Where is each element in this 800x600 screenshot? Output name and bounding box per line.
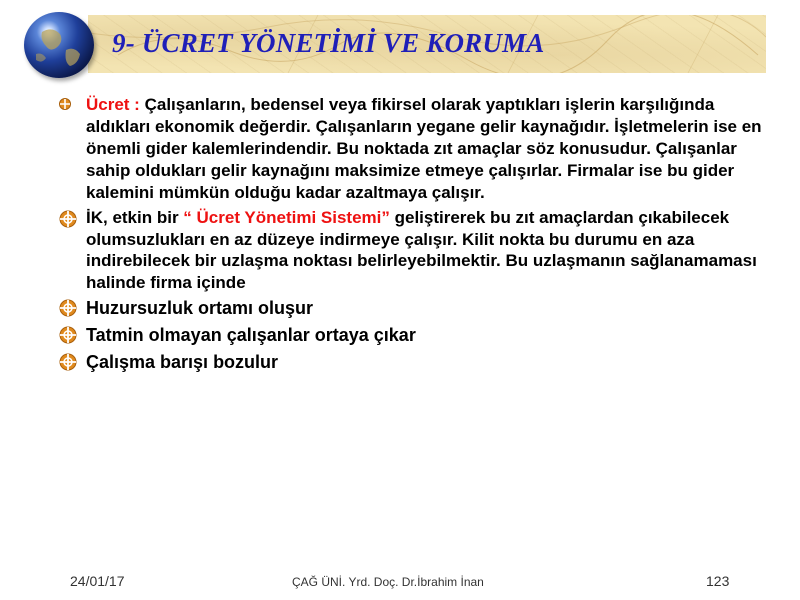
bullet-text: Çalışanların, bedensel veya fikirsel olarak yaptıkları işlerin karşılığında aldıkları ekonomik değerdir. Çalışanların yegane gelir kaynağıdır. İşletmelerin ise en önemli gider kalemlerindendir. Bu noktada zıt amaçlar söz konusudur. Çalışanlar sahip oldukları gelir kaynağını maksimize etmeye çalışırlar. Firmalar ise bu gider kalemini mümkün olduğu kadar azaltmaya çalışır. (86, 95, 762, 202)
term-label: Ücret : (86, 95, 140, 114)
slide-content (55, 94, 765, 374)
bullet-text-end: geliştirerek bu zıt amaçlardan çıkabilecek olumsuzlukları en az düzeye indirmeye çalışır. Kilit nokta bu durumu en aza indirebilecek bir uzlaşma noktası belirleyebilmektir. Bu uzlaşmanın sağlanamaması halinde firma içinde (86, 208, 757, 292)
bullet-item (55, 207, 765, 293)
crosshair-bullet-icon (58, 97, 72, 111)
crosshair-bullet-icon (58, 325, 78, 345)
bullet-text: Tatmin olmayan çalışanlar ortaya çıkar (86, 325, 416, 345)
crosshair-bullet-icon (58, 352, 78, 372)
bullet-text: Çalışma barışı bozulur (86, 352, 279, 372)
bullet-item (55, 323, 765, 347)
slide-title: 9- ÜCRET YÖNETİMİ VE KORUMA (112, 28, 545, 58)
bullet-item (55, 94, 765, 204)
crosshair-bullet-icon (58, 298, 78, 318)
bullet-item (55, 296, 765, 320)
footer-author: ÇAĞ ÜNİ. Yrd. Doç. Dr.İbrahim İnan (292, 575, 484, 589)
bullet-text: Huzursuzluk ortamı oluşur (86, 298, 314, 318)
bullet-item (55, 350, 765, 374)
highlight-term: “ Ücret Yönetimi Sistemi” (183, 208, 390, 227)
bullet-text-start: İK, etkin bir (86, 208, 184, 227)
footer-date: 24/01/17 (70, 573, 125, 589)
crosshair-bullet-icon (58, 209, 78, 229)
globe-icon (24, 12, 94, 78)
page-number: 123 (706, 573, 730, 589)
